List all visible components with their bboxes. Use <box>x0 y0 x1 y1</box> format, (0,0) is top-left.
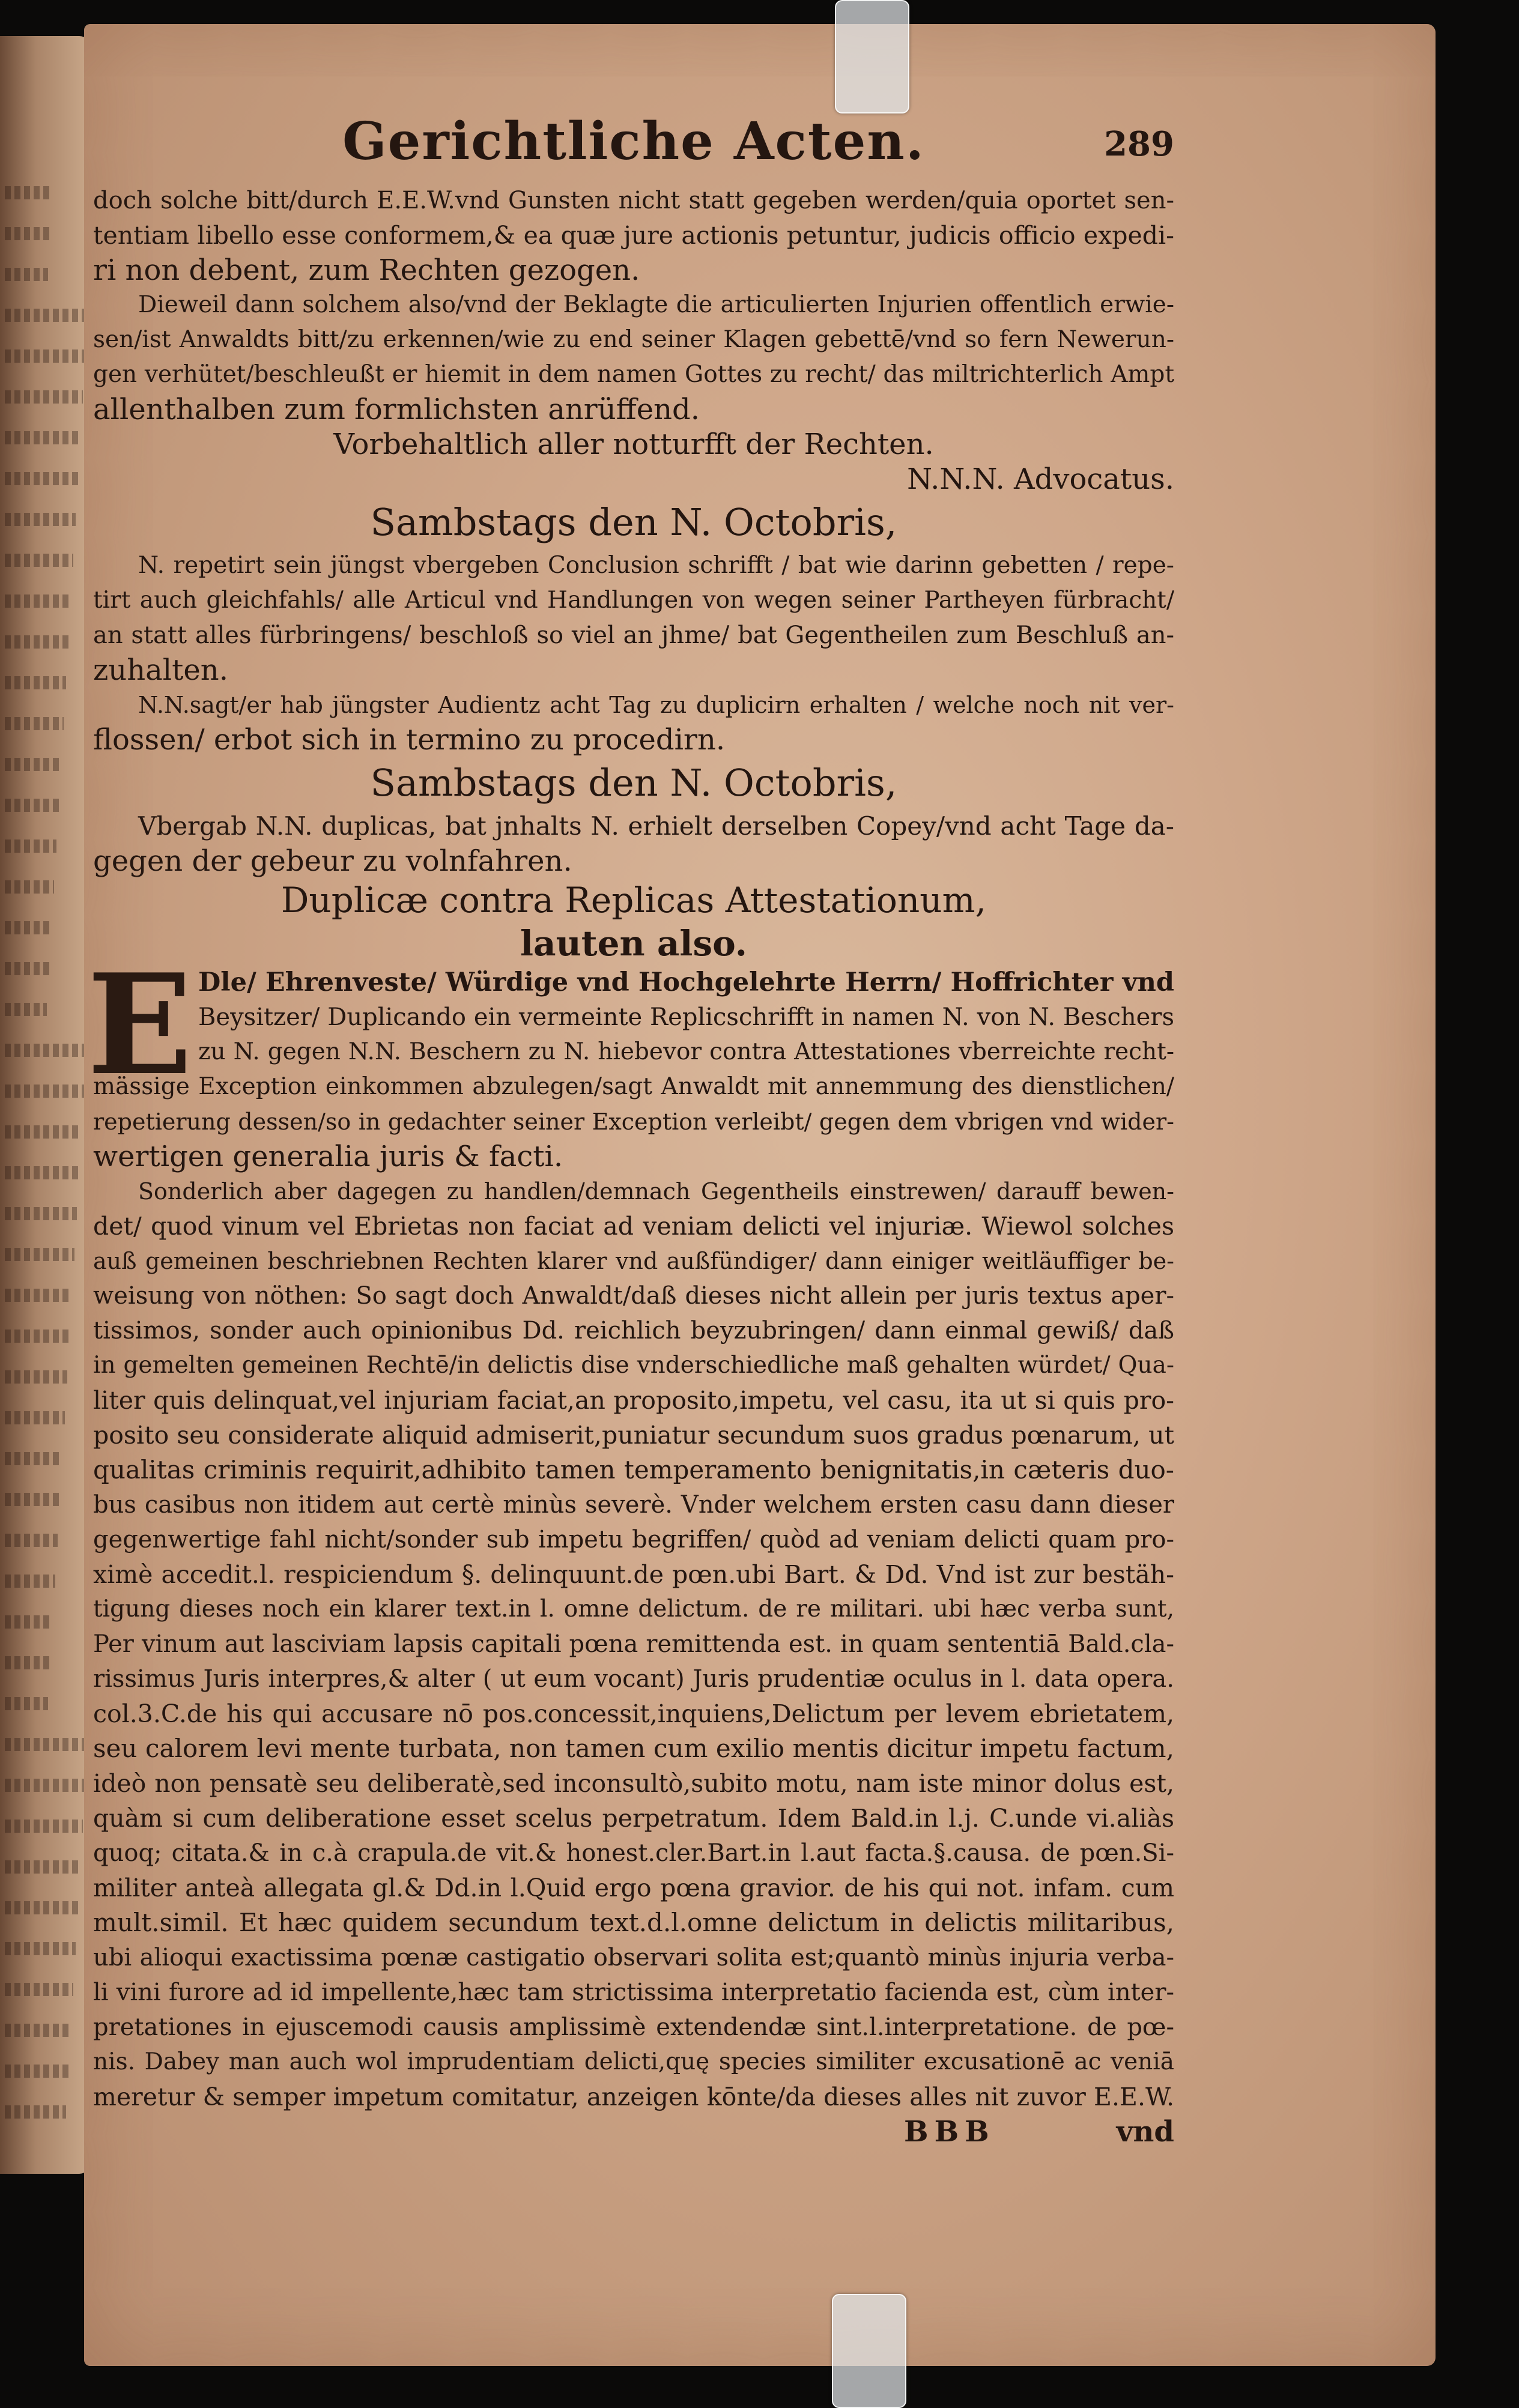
page-footer <box>93 2114 1174 2149</box>
previous-page-edge <box>0 36 90 2174</box>
previous-page-text-fragment <box>5 554 73 567</box>
previous-page-text-fragment <box>5 268 48 281</box>
previous-page-text-fragment <box>5 1411 65 1424</box>
text-line: N. repetirt sein jüngst vbergeben Conclusion schrifft / bat wie darinn gebetten / repe- <box>138 552 1174 579</box>
previous-page-text-fragment <box>5 472 78 485</box>
text-line: tirt auch gleichfahls/ alle Articul vnd Handlungen von wegen seiner Partheyen fürbracht/ <box>93 587 1174 614</box>
previous-page-text-fragment <box>5 349 85 363</box>
text-line: wertigen generalia juris & facti. <box>93 1140 563 1173</box>
previous-page-text-fragment <box>5 1901 78 1914</box>
text-line: weisung von nöthen: So sagt doch Anwaldt/daß dieses nicht allein per juris textus aper- <box>93 1282 1174 1310</box>
previous-page-text-fragment <box>5 1125 82 1139</box>
previous-page-text-fragment <box>5 1207 77 1220</box>
previous-page-text-fragment <box>5 1330 70 1343</box>
text-line: nis. Dabey man auch wol imprudentiam delicti,quę species similiter excusationē ac veniā <box>93 2048 1174 2075</box>
previous-page-text-fragment <box>5 1289 72 1302</box>
page-header <box>93 111 1174 183</box>
previous-page-text-fragment <box>5 2065 68 2078</box>
previous-page-text-fragment <box>5 717 64 730</box>
previous-page-text-fragment <box>5 1452 62 1465</box>
text-line: tissimos, sonder auch opinionibus Dd. reichlich beyzubringen/ dann einmal gewiß/ daß <box>93 1317 1174 1345</box>
text-line: militer anteà allegata gl.& Dd.in l.Quid ergo pœna gravior. de his qui not. infam. cum <box>93 1874 1174 1902</box>
page-clip-bottom <box>832 2294 906 2408</box>
text-line: allenthalben zum formlichsten anrüffend. <box>93 393 700 426</box>
previous-page-text-fragment <box>5 921 52 934</box>
text-line: gegen der gebeur zu volnfahren. <box>93 844 572 878</box>
text-line: det/ quod vinum vel Ebrietas non faciat ad veniam delicti vel injuriæ. Wiewol solches <box>93 1212 1174 1241</box>
section-1-text <box>93 548 1174 757</box>
duplicae-subtitle: lauten also. <box>520 923 747 964</box>
text-line: zuhalten. <box>93 653 228 687</box>
previous-page-text-fragment <box>5 1166 79 1179</box>
previous-page-text-fragment <box>5 1860 80 1874</box>
text-line: N.N.sagt/er hab jüngster Audientz acht Tag zu duplicirn erhalten / welche noch nit ver- <box>138 692 1174 718</box>
catchword: vnd <box>1116 2115 1174 2149</box>
text-line: repetierung dessen/so in gedachter seiner Exception verleibt/ gegen dem vbrigen vnd wider- <box>93 1109 1174 1135</box>
previous-page-text-fragment <box>5 1738 88 1751</box>
decorated-initial: E <box>87 944 193 1106</box>
previous-page-text-fragment <box>5 635 68 649</box>
text-line: pretationes in ejuscemodi causis amplissimè extendendæ sint.l.interpretatione. de pœ- <box>93 2013 1174 2041</box>
text-line: mässige Exception einkommen abzulegen/sagt Anwaldt mit annemmung des dienstlichen/ <box>93 1073 1174 1100</box>
duplicae-title: Duplicæ contra Replicas Attestationum, <box>280 880 987 921</box>
text-line: tentiam libello esse conformem,& ea quæ jure actionis petuntur, judicis officio expedi- <box>93 221 1174 250</box>
section-2-text <box>93 809 1174 879</box>
text-line: Sonderlich aber dagegen zu handlen/demnach Gegentheils einstrewen/ darauff bewen- <box>138 1178 1174 1205</box>
text-line: sen/ist Anwaldts bitt/zu erkennen/wie zu end seiner Klagen gebettē/vnd so fern Newerun- <box>93 326 1174 353</box>
previous-page-text-fragment <box>5 1044 86 1057</box>
page-text-block <box>87 111 1174 2149</box>
previous-page-text-fragment <box>5 1983 73 1996</box>
text-line: doch solche bitt/durch E.E.W.vnd Gunsten nicht statt gegeben werden/quia oportet sen- <box>93 187 1174 214</box>
previous-page-text-fragment <box>5 227 50 240</box>
previous-page-text-fragment <box>5 1615 53 1629</box>
previous-page-text-fragment <box>5 758 61 771</box>
previous-page-text-fragment <box>5 1820 83 1833</box>
text-line: Vorbehaltlich aller notturfft der Rechten. <box>333 428 934 461</box>
text-line: col.3.C.de his qui accusare nō pos.concessit,inquiens,Delictum per levem ebrietatem, <box>93 1699 1174 1728</box>
text-line: an statt alles fürbringens/ beschloß so viel an jhme/ bat Gegentheilen zum Beschluß an- <box>93 622 1174 649</box>
previous-page-text-fragment <box>5 799 59 812</box>
text-line: gen verhütet/beschleußt er hiemit in dem namen Gottes zu recht/ das miltrichterlich Ampt <box>93 361 1174 388</box>
text-line: ri non debent, zum Rechten gezogen. <box>93 253 640 287</box>
previous-page-text-fragment <box>5 880 54 894</box>
text-line: li vini furore ad id impellente,hæc tam strictissima interpretatio facienda est, cùm inter- <box>93 1979 1174 2006</box>
text-line: mult.simil. Et hæc quidem secundum text.d.l.omne delictum in delictis militaribus, <box>93 1908 1174 1937</box>
duplicae-text <box>93 1069 1174 2114</box>
page-clip-top <box>835 0 909 113</box>
previous-page-text-fragment <box>5 1656 50 1669</box>
text-line: N.N.N. Advocatus. <box>907 462 1174 496</box>
text-line: meretur & semper impetum comitatur, anzeigen kōnte/da dieses alles nit zuvor E.E.W. <box>93 2083 1174 2111</box>
previous-page-text-fragment <box>5 1003 47 1016</box>
text-line: flossen/ erbot sich in termino zu procedirn. <box>93 723 726 757</box>
opening-paragraphs <box>93 183 1174 497</box>
text-line: posito seu considerate aliquid admiserit,puniatur secundum suos gradus pœnarum, ut <box>93 1421 1174 1450</box>
section-heading-2: Sambstags den N. Octobris, <box>370 761 897 805</box>
previous-page-text-fragment <box>5 1493 60 1506</box>
previous-page-text-fragment <box>5 1942 76 1955</box>
previous-page-text-fragment <box>5 1697 48 1710</box>
text-line: Vbergab N.N. duplicas, bat jnhalts N. erhielt derselben Copey/vnd acht Tage da- <box>138 811 1174 841</box>
previous-page-text-fragment <box>5 2105 66 2119</box>
previous-page-text-fragment <box>5 431 80 444</box>
text-line: tigung dieses noch ein klarer text.in l. omne delictum. de re militari. ubi hæc verba sunt, <box>93 1596 1174 1623</box>
text-line: quoq; citata.& in c.à crapula.de vit.& honest.cler.Bart.in l.aut facta.§.causa. de pœn.Si- <box>93 1839 1174 1867</box>
previous-page-text-fragment <box>5 2024 71 2037</box>
text-line: bus casibus non itidem aut certè minùs severè. Vnder welchem ersten casu dann dieser <box>93 1491 1174 1519</box>
previous-page-text-fragment <box>5 390 83 404</box>
initial-line: Beysitzer/ Duplicando ein vermeinte Replicschrifft in namen N. von N. Beschers <box>198 1003 1174 1031</box>
previous-page-text-fragment <box>5 839 56 853</box>
text-line: liter quis delinquat,vel injuriam faciat,an proposito,impetu, vel casu, ita ut si quis pro- <box>93 1386 1174 1415</box>
text-line: ideò non pensatè seu deliberatè,sed inconsultò,subito motu, nam iste minor dolus est, <box>93 1769 1174 1798</box>
initial-line: Dle/ Ehrenveste/ Würdige vnd Hochgelehrte Herrn/ Hoffrichter vnd <box>198 967 1174 997</box>
previous-page-text-fragment <box>5 1248 74 1261</box>
previous-page-text-fragment <box>5 1575 55 1588</box>
section-heading-1: Sambstags den N. Octobris, <box>370 500 897 544</box>
text-line: rissimus Juris interpres,& alter ( ut eum vocant) Juris prudentiæ oculus in l. data opera. <box>93 1665 1174 1693</box>
text-line: ubi alioqui exactissima pœnæ castigatio observari solita est;quantò minùs injuria verba- <box>93 1944 1174 1971</box>
previous-page-text-fragment <box>5 513 76 526</box>
text-line: qualitas criminis requirit,adhibito tamen temperamento benignitatis,in cæteris duo- <box>93 1455 1174 1484</box>
text-line: auß gemeinen beschriebnen Rechten klarer vnd außfündiger/ dann einiger weitläuffiger be- <box>93 1248 1174 1274</box>
previous-page-text-fragment <box>5 186 53 199</box>
previous-page-text-fragment <box>5 594 71 608</box>
text-line: seu calorem levi mente turbata, non tamen cum exilio mentis dicitur impetu factum, <box>93 1734 1174 1763</box>
text-line: Per vinum aut lasciviam lapsis capitali pœna remittenda est. in quam sententiā Bald.cla- <box>93 1630 1174 1658</box>
previous-page-text-fragment <box>5 1085 84 1098</box>
running-head: Gerichtliche Acten. <box>342 111 925 172</box>
previous-page-text-fragment <box>5 676 66 689</box>
previous-page-text-fragment <box>5 1534 58 1547</box>
text-line: in gemelten gemeinen Rechtē/in delictis dise vnderschiedliche maß gehalten würdet/ Qua- <box>93 1352 1174 1379</box>
text-line: Dieweil dann solchem also/vnd der Beklagte die articulierten Injurien offentlich erwie- <box>138 291 1174 318</box>
initial-line: zu N. gegen N.N. Beschern zu N. hiebevor contra Attestationes vberreichte recht- <box>198 1038 1174 1065</box>
previous-page-text-fragment <box>5 1779 85 1792</box>
previous-page-text-fragment <box>5 962 49 975</box>
text-line: ximè accedit.l. respiciendum §. delinquunt.de pœn.ubi Bart. & Dd. Vnd ist zur bestäh- <box>93 1560 1174 1589</box>
folio-number: 289 <box>1104 124 1174 164</box>
text-line: quàm si cum deliberatione esset scelus perpetratum. Idem Bald.in l.j. C.unde vi.aliàs <box>93 1804 1174 1833</box>
text-line: gegenwertige fahl nicht/sonder sub impetu begriffen/ quòd ad veniam delicti quam pro- <box>93 1526 1174 1553</box>
previous-page-text-fragment <box>5 309 88 322</box>
signature-mark: BBB <box>904 2115 995 2149</box>
previous-page-text-fragment <box>5 1370 67 1384</box>
